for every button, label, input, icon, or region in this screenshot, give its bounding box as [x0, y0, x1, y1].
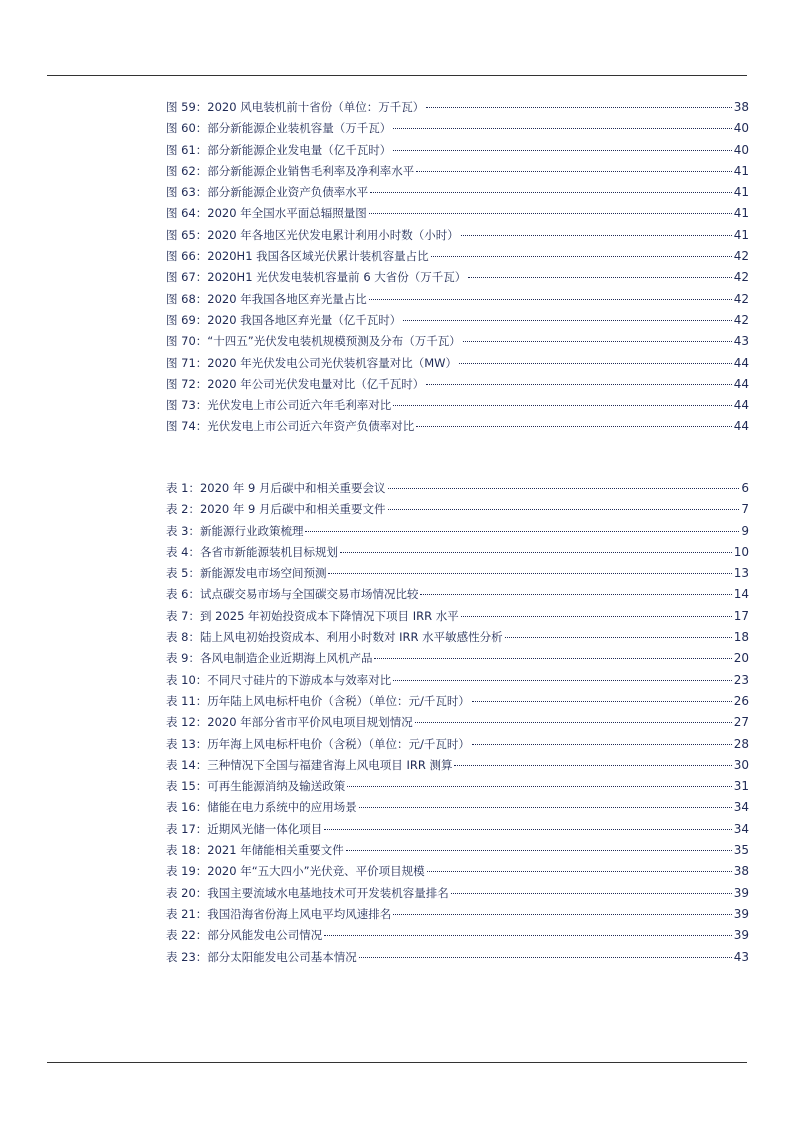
header-rule	[47, 75, 747, 76]
table-entry-label: 表 9：各风电制造企业近期海上风机产品	[166, 651, 373, 666]
figure-entry-page-number: 40	[733, 142, 749, 157]
table-entry[interactable]	[166, 925, 749, 946]
figure-entry-label: 图 59：2020 风电装机前十省份（单位：万千瓦）	[166, 100, 425, 114]
table-entry[interactable]	[166, 947, 749, 968]
table-entry-page-number: 38	[733, 864, 749, 879]
table-entry[interactable]	[166, 670, 749, 691]
table-entry-label: 表 15：可再生能源消纳及输送政策	[166, 779, 346, 794]
dot-leader	[369, 213, 732, 214]
dot-leader	[388, 488, 740, 489]
table-entry-label: 表 7：到 2025 年初始投资成本下降情况下项目 IRR 水平	[166, 608, 459, 623]
table-entry-label: 表 12：2020 年部分省市平价风电项目规划情况	[166, 715, 413, 730]
table-entry-label: 表 10：不同尺寸硅片的下游成本与效率对比	[166, 672, 392, 687]
figure-entry-label: 图 61：部分新能源企业发电量（亿千瓦时）	[166, 142, 392, 157]
dot-leader	[393, 128, 731, 129]
dot-leader	[461, 616, 732, 617]
dot-leader	[340, 552, 732, 553]
figure-entry[interactable]	[166, 203, 749, 224]
table-entry[interactable]	[166, 521, 749, 542]
dot-leader	[369, 299, 732, 300]
figure-list	[166, 97, 749, 438]
figure-entry-label: 图 62：部分新能源企业销售毛利率及净利率水平	[166, 163, 415, 178]
figure-entry[interactable]	[166, 353, 749, 374]
figure-entry-label: 图 63：部分新能源企业资产负债率水平	[166, 185, 369, 200]
table-entry-page-number: 30	[733, 757, 749, 772]
dot-leader	[346, 850, 732, 851]
figure-entry-page-number: 40	[733, 121, 749, 136]
figure-entry[interactable]	[166, 246, 749, 267]
figure-entry-page-number: 44	[733, 355, 749, 370]
table-entry[interactable]	[166, 776, 749, 797]
figure-entry[interactable]	[166, 118, 749, 139]
table-entry-label: 表 22：部分风能发电公司情况	[166, 928, 323, 943]
table-entry[interactable]	[166, 712, 749, 733]
table-entry[interactable]	[166, 861, 749, 882]
table-entry[interactable]	[166, 755, 749, 776]
table-entry-label: 表 5：新能源发电市场空间预测	[166, 566, 327, 581]
table-entry-page-number: 35	[733, 843, 749, 858]
table-entry-label: 表 8：陆上风电初始投资成本、利用小时数对 IRR 水平敏感性分析	[166, 630, 503, 645]
table-entry[interactable]	[166, 627, 749, 648]
dot-leader	[426, 107, 732, 108]
figure-entry-page-number: 41	[733, 163, 749, 178]
table-entry-label: 表 23：部分太阳能发电公司基本情况	[166, 949, 357, 964]
table-entry[interactable]	[166, 584, 749, 605]
dot-leader	[305, 531, 739, 532]
table-entry[interactable]	[166, 648, 749, 669]
table-entry-page-number: 39	[733, 928, 749, 943]
table-entry-page-number: 18	[733, 630, 749, 645]
dot-leader	[459, 363, 732, 364]
figure-entry-page-number: 42	[733, 270, 749, 285]
table-entry-page-number: 7	[741, 502, 749, 517]
table-entry[interactable]	[166, 904, 749, 925]
figure-entry[interactable]	[166, 395, 749, 416]
figure-entry-label: 图 60：部分新能源企业装机容量（万千瓦）	[166, 121, 392, 136]
dot-leader	[393, 914, 731, 915]
dot-leader	[454, 765, 731, 766]
dot-leader	[461, 235, 732, 236]
dot-leader	[388, 509, 740, 510]
figure-entry[interactable]	[166, 267, 749, 288]
table-entry[interactable]	[166, 563, 749, 584]
table-entry-label: 表 6：试点碳交易市场与全国碳交易市场情况比较	[166, 587, 419, 602]
figure-entry[interactable]	[166, 161, 749, 182]
dot-leader	[427, 871, 732, 872]
dot-leader	[347, 786, 731, 787]
dot-leader	[359, 957, 732, 958]
table-entry-page-number: 34	[733, 800, 749, 815]
figure-entry[interactable]	[166, 225, 749, 246]
dot-leader	[324, 935, 731, 936]
table-entry[interactable]	[166, 606, 749, 627]
figure-entry[interactable]	[166, 97, 749, 118]
figure-entry-label: 图 65：2020 年各地区光伏发电累计利用小时数（小时）	[166, 227, 459, 242]
table-entry[interactable]	[166, 883, 749, 904]
dot-leader	[416, 171, 731, 172]
table-entry-label: 表 19：2020 年“五大四小”光伏竞、平价项目规模	[166, 864, 425, 879]
table-entry-label: 表 17：近期风光储一体化项目	[166, 821, 323, 836]
figure-entry-label: 图 74：光伏发电上市公司近六年资产负债率对比	[166, 419, 415, 434]
table-entry-page-number: 9	[741, 523, 749, 538]
figure-entry[interactable]	[166, 416, 749, 437]
figure-entry-label: 图 67：2020H1 光伏发电装机容量前 6 大省份（万千瓦）	[166, 270, 467, 285]
table-entry-label: 表 11：历年陆上风电标杆电价（含税）（单位：元/千瓦时）	[166, 693, 470, 708]
dot-leader	[374, 658, 731, 659]
table-entry-page-number: 34	[733, 821, 749, 836]
table-entry-label: 表 14：三种情况下全国与福建省海上风电项目 IRR 测算	[166, 757, 453, 772]
dot-leader	[472, 701, 732, 702]
table-entry-page-number: 23	[733, 672, 749, 687]
figure-entry[interactable]	[166, 310, 749, 331]
table-entry-label: 表 13：历年海上风电标杆电价（含税）（单位：元/千瓦时）	[166, 736, 470, 751]
table-entry-page-number: 26	[733, 693, 749, 708]
figure-entry-label: 图 73：光伏发电上市公司近六年毛利率对比	[166, 398, 392, 413]
dot-leader	[431, 256, 732, 257]
table-entry-label: 表 16：储能在电力系统中的应用场景	[166, 800, 357, 815]
dot-leader	[463, 341, 732, 342]
dot-leader	[472, 744, 732, 745]
table-list	[166, 478, 749, 968]
figure-entry[interactable]	[166, 331, 749, 352]
figure-entry-page-number: 44	[733, 419, 749, 434]
dot-leader	[416, 426, 731, 427]
table-entry-label: 表 4：各省市新能源装机目标规划	[166, 544, 338, 559]
table-entry-label: 表 20：我国主要流域水电基地技术可开发装机容量排名	[166, 885, 449, 900]
table-entry[interactable]	[166, 691, 749, 712]
dot-leader	[403, 320, 732, 321]
figure-entry-page-number: 42	[733, 312, 749, 327]
table-entry-page-number: 17	[733, 608, 749, 623]
figure-entry-page-number: 43	[733, 334, 749, 349]
table-entry[interactable]	[166, 840, 749, 861]
table-entry-page-number: 6	[741, 481, 749, 495]
table-entry-page-number: 39	[733, 885, 749, 900]
figure-entry[interactable]	[166, 289, 749, 310]
figure-entry-page-number: 41	[733, 206, 749, 221]
figure-entry-page-number: 38	[733, 100, 749, 114]
table-entry[interactable]	[166, 797, 749, 818]
table-entry[interactable]	[166, 542, 749, 563]
figure-entry-label: 图 71：2020 年光伏发电公司光伏装机容量对比（MW）	[166, 355, 458, 370]
figure-entry-label: 图 66：2020H1 我国各区域光伏累计装机容量占比	[166, 249, 429, 264]
figure-entry-page-number: 41	[733, 185, 749, 200]
dot-leader	[324, 829, 731, 830]
dot-leader	[415, 722, 732, 723]
table-entry-page-number: 27	[733, 715, 749, 730]
table-entry-label: 表 2：2020 年 9 月后碳中和相关重要文件	[166, 502, 386, 517]
figure-entry-label: 图 68：2020 年我国各地区弃光量占比	[166, 291, 367, 306]
table-entry-page-number: 14	[733, 587, 749, 602]
figure-entry-page-number: 42	[733, 249, 749, 264]
dot-leader	[328, 573, 731, 574]
figure-entry[interactable]	[166, 140, 749, 161]
dot-leader	[393, 150, 731, 151]
dot-leader	[505, 637, 732, 638]
dot-leader	[426, 384, 732, 385]
figure-entry[interactable]	[166, 374, 749, 395]
table-entry[interactable]	[166, 734, 749, 755]
dot-leader	[393, 680, 731, 681]
footer-rule	[47, 1062, 747, 1063]
table-entry-label: 表 21：我国沿海省份海上风电平均风速排名	[166, 906, 392, 921]
figure-entry-label: 图 72：2020 年公司光伏发电量对比（亿千瓦时）	[166, 376, 425, 391]
table-entry[interactable]	[166, 478, 749, 499]
table-entry-page-number: 20	[733, 651, 749, 666]
figure-entry-label: 图 64：2020 年全国水平面总辐照量图	[166, 206, 367, 221]
figure-entry-label: 图 69：2020 我国各地区弃光量（亿千瓦时）	[166, 312, 402, 327]
table-entry-label: 表 1：2020 年 9 月后碳中和相关重要会议	[166, 481, 386, 495]
table-entry-page-number: 39	[733, 906, 749, 921]
dot-leader	[451, 893, 732, 894]
dot-leader	[468, 277, 731, 278]
dot-leader	[393, 405, 731, 406]
table-entry-label: 表 18：2021 年储能相关重要文件	[166, 843, 344, 858]
figure-entry[interactable]	[166, 182, 749, 203]
figure-entry-label: 图 70：“十四五”光伏发电装机规模预测及分布（万千瓦）	[166, 334, 461, 349]
table-entry[interactable]	[166, 819, 749, 840]
figure-entry-page-number: 42	[733, 291, 749, 306]
table-entry[interactable]	[166, 499, 749, 520]
table-entry-page-number: 13	[733, 566, 749, 581]
dot-leader	[370, 192, 731, 193]
figure-entry-page-number: 41	[733, 227, 749, 242]
figure-entry-page-number: 44	[733, 376, 749, 391]
table-entry-page-number: 10	[733, 544, 749, 559]
dot-leader	[359, 807, 732, 808]
table-entry-page-number: 31	[733, 779, 749, 794]
table-entry-page-number: 28	[733, 736, 749, 751]
table-entry-label: 表 3：新能源行业政策梳理	[166, 523, 304, 538]
figure-entry-page-number: 44	[733, 398, 749, 413]
dot-leader	[420, 594, 731, 595]
table-entry-page-number: 43	[733, 949, 749, 964]
